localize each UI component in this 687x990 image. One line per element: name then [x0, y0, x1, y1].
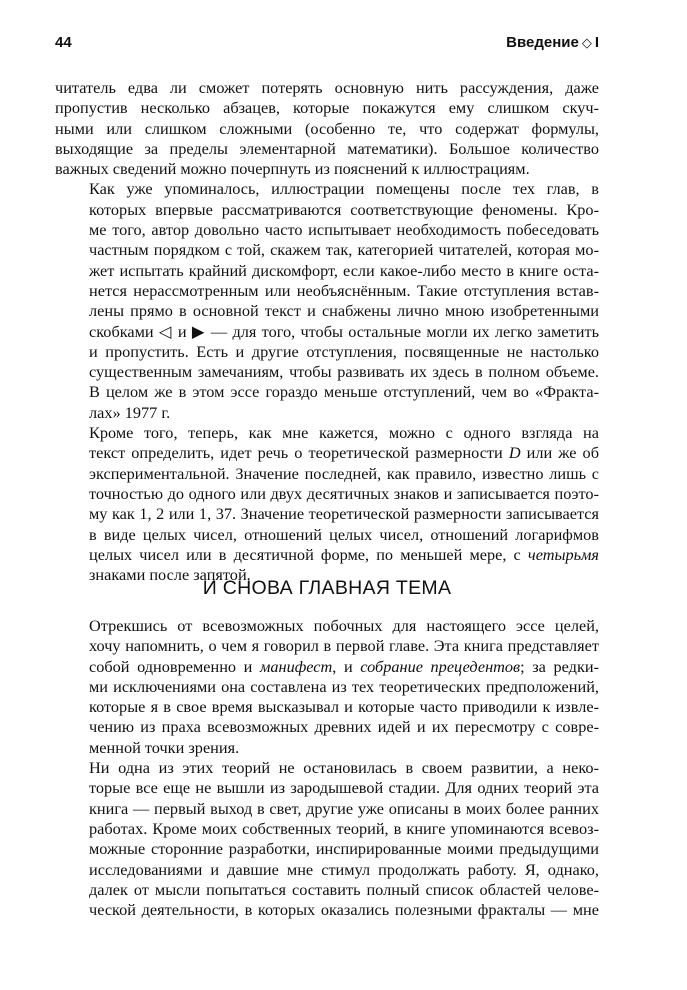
- text-line: ческой деятельности, в которых оказались полезными фракталы — мне: [89, 900, 599, 920]
- paragraph-2: [55, 179, 599, 423]
- text-line: собой одновременно и манифест, и собрание прецедентов; за редки-: [89, 656, 599, 676]
- paragraph-1: [55, 78, 599, 179]
- text-line: чению из праха всевозможных древних идей и их пересмотру с совре-: [89, 717, 599, 737]
- text-line: исследованиями и давшие мне стимул продолжать работу. Я, однако,: [89, 859, 599, 879]
- text-line: выходящие за пределы элементарной математики). Большое количество: [55, 138, 599, 158]
- diamond-icon: ◇: [581, 35, 592, 50]
- paragraph-5: [55, 758, 599, 920]
- running-head-title: Введение: [506, 34, 579, 51]
- text-line: нется нерассмотренным или необъяснённым. Такие отступления встав-: [89, 280, 599, 300]
- text-line: Отрекшись от всевозможных побочных для настоящего эссе целей,: [89, 616, 599, 635]
- chapter-number: I: [594, 34, 599, 51]
- page-number: 44: [55, 34, 72, 51]
- text-line: ме того, автор довольно часто испытывает необходимость побеседовать: [89, 220, 599, 240]
- text-line: экспериментальной. Значение последней, как правило, известно лишь с: [89, 463, 599, 483]
- text-line: му как 1, 2 или 1, 37. Значение теоретической размерности записывается: [89, 504, 599, 524]
- section-heading: И СНОВА ГЛАВНАЯ ТЕМА: [202, 577, 452, 599]
- text-line: существенным замечаниям, чтобы развивать их здесь в полном объеме.: [89, 362, 599, 382]
- text-line: работах. Кроме моих собственных теорий, в книге упоминаются всевоз-: [89, 818, 599, 838]
- text-line: и пропустить. Есть и другие отступления, посвященные не настолько: [89, 341, 599, 361]
- text-line: текст определить, идет речь о теоретической размерности D или же об: [89, 443, 599, 463]
- body-text-lower: [55, 616, 599, 920]
- text-line: торые все еще не вышли из зародышевой стадии. Для одних теорий эта: [89, 778, 599, 798]
- text-line: лены прямо в основной текст и снабжены лично мною изобретенными: [89, 301, 599, 321]
- text-line: читатель едва ли сможет потерять основную нить рассуждения, даже: [55, 78, 599, 97]
- text-line: хочу напомнить, о чем я говорил в первой главе. Эта книга представляет: [89, 636, 599, 656]
- text-line: в виде целых чисел, отношений целых чисел, отношений логарифмов: [89, 524, 599, 544]
- italic-emphasis: четырьмя: [527, 544, 599, 564]
- text-line: Ни одна из этих теорий не остановилась в своем развитии, а неко-: [89, 758, 599, 778]
- text-line: В целом же в этом эссе гораздо меньше отступлений, чем во «Фракта-: [89, 382, 599, 402]
- dimension-symbol: D: [508, 443, 521, 463]
- text-line: скобками ◁ и ▶ — для того, чтобы остальные могли их легко заметить: [89, 321, 599, 341]
- text-line: менной точки зрения.: [89, 737, 240, 757]
- text-line: целых чисел или в десятичной форме, по меньшей мере, с четырьмя: [89, 544, 599, 564]
- text-line: далек от мысли попытаться составить полный список областей челове-: [89, 879, 599, 899]
- paragraph-4: [55, 616, 599, 758]
- italic-emphasis: собрание прецедентов: [360, 656, 521, 676]
- text-line: которых впервые рассматриваются соответствующие феномены. Кро-: [89, 199, 599, 219]
- text-line: можные сторонние разработки, инспирированные моими предыдущими: [89, 839, 599, 859]
- italic-emphasis: манифест: [259, 656, 333, 676]
- text-line: точностью до одного или двух десятичных знаков и записывается поэто-: [89, 483, 599, 503]
- text-line: книга — первый выход в свет, другие уже описаны в моих более ранних: [89, 798, 599, 818]
- text-line: частным порядком с той, скажем так, категорией читателей, которая мо-: [89, 240, 599, 260]
- text-line: жет испытать крайний дискомфорт, если какое-либо место в книге оста-: [89, 260, 599, 280]
- text-line: Как уже упоминалось, иллюстрации помещены после тех глав, в: [89, 179, 599, 199]
- text-line: знаками после запятой.: [89, 565, 251, 585]
- body-text-upper: [55, 78, 599, 585]
- text-line: важных сведений можно почерпнуть из пояснений к иллюстрациям.: [55, 159, 530, 179]
- text-line: Кроме того, теперь, как мне кажется, можно с одного взгляда на: [89, 423, 599, 443]
- text-line: которые я в свое время высказывал и которые часто приводили к извле-: [89, 697, 599, 717]
- page-header: [55, 34, 599, 54]
- running-head: [506, 34, 599, 51]
- text-line: лах» 1977 г.: [89, 402, 171, 422]
- paragraph-3: [55, 423, 599, 585]
- text-line: пропустив несколько абзацев, которые покажутся ему слишком скуч-: [55, 98, 599, 118]
- text-line: ными или слишком сложными (особенно те, что содержат формулы,: [55, 118, 599, 138]
- text-line: ми исключениями она составлена из тех теоретических предположений,: [89, 676, 599, 696]
